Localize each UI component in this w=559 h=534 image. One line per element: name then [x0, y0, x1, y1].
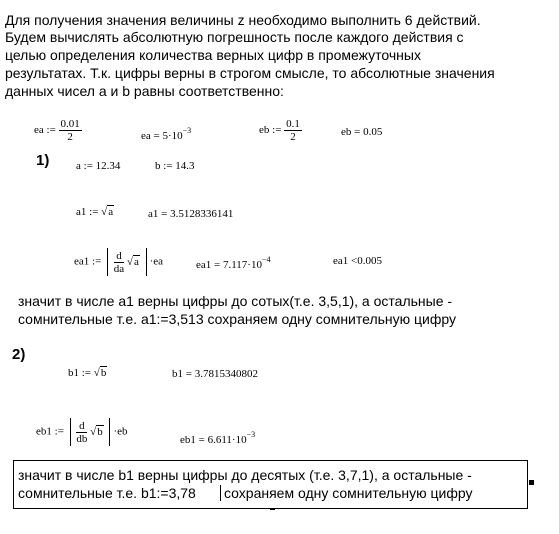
eb1-def-lhs: eb1 := [36, 425, 64, 438]
step2-label: 2) [12, 346, 26, 363]
ea1-result-exp: −4 [261, 255, 271, 264]
sqrt-a-icon: √a [126, 255, 139, 268]
a1-def-lhs: a1 := [76, 206, 99, 218]
intro-line-3: целью определения количества верных цифр в промежуточных [5, 47, 421, 63]
eb1-tail: ·eb [113, 425, 128, 438]
ea-def-lhs: ea := [34, 124, 56, 137]
eb1-d-num: d [76, 420, 87, 433]
sqrt-b-icon: √b [90, 425, 103, 438]
ea1-result-text: ea1 = 7.117·10 [196, 259, 262, 271]
b1-definition[interactable] [68, 367, 107, 380]
text-cursor [220, 485, 221, 501]
a-definition[interactable]: a := 12.34 [76, 160, 121, 172]
ea1-compare[interactable]: ea1 <0.005 [333, 255, 382, 267]
eb-numerator: 0.1 [286, 118, 300, 130]
eb-result[interactable]: eb = 0.05 [341, 126, 383, 138]
b1-def-lhs: b1 := [68, 367, 92, 379]
ea-numerator: 0.01 [60, 118, 80, 130]
eb-definition[interactable] [259, 118, 302, 143]
eb1-d-den: db [76, 432, 88, 445]
eb1-result-text: eb1 = 6.611·10 [180, 434, 247, 446]
eb1-derivative [76, 420, 87, 445]
ea-result-exp: −3 [182, 126, 192, 135]
intro-line-5: данных чисел a и b равны соответственно: [5, 83, 284, 99]
eb-def-lhs: eb := [259, 124, 282, 137]
b1-result[interactable]: b1 = 3.7815340802 [172, 368, 258, 380]
a1-definition[interactable] [76, 206, 114, 219]
abs-bar-left [107, 248, 108, 276]
step2-note-line-1[interactable]: значит в числе b1 верны цифры до десятых (т.е. 3,7,1), а остальные - [18, 467, 472, 483]
ea-result-text: ea = 5·10 [141, 130, 183, 142]
resize-handle-right[interactable] [529, 480, 534, 485]
step2-note-line-2b[interactable]: сохраняем одну сомнительную цифру [224, 485, 473, 501]
step2-note-line-2a[interactable]: сомнительные т.е. b1:=3,78 [18, 485, 196, 501]
ea1-tail: ·ea [149, 255, 164, 268]
ea1-d-num: d [114, 250, 124, 263]
eb-denominator: 2 [290, 131, 296, 143]
ea1-definition[interactable] [74, 248, 163, 276]
abs-bar-left [70, 418, 71, 446]
eb-fraction [284, 118, 302, 143]
ea-definition[interactable] [34, 118, 82, 143]
step1-note-line-2: сомнительные т.е. a1:=3,513 сохраняем одну сомнительную цифру [18, 311, 457, 327]
intro-line-2: Будем вычислять абсолютную погрешность после каждого действия с [5, 29, 464, 45]
ea1-derivative [114, 250, 124, 275]
intro-line-1: Для получения значения величины z необходимо выполнить 6 действий. [5, 12, 481, 28]
ea1-def-lhs: ea1 := [74, 255, 102, 268]
ea1-result[interactable] [196, 253, 271, 272]
step1-note-line-1: значит в числе a1 верны цифры до сотых(т.е. 3,5,1), а остальные - [18, 293, 453, 309]
intro-line-4: результатах. Т.к. цифры верны в строгом смысле, то абсолютные значения [5, 65, 495, 81]
ea-result[interactable] [141, 124, 191, 143]
ea-fraction [59, 118, 82, 143]
step1-label: 1) [36, 152, 50, 169]
abs-bar-right [146, 248, 147, 276]
ea1-d-den: da [113, 262, 125, 275]
b-definition[interactable]: b := 14.3 [155, 160, 195, 172]
eb1-definition[interactable] [36, 418, 128, 446]
resize-handle-bottom[interactable] [270, 508, 275, 510]
ea-denominator: 2 [67, 131, 73, 143]
eb1-result[interactable] [180, 428, 255, 447]
abs-bar-right [109, 418, 110, 446]
sqrt-a-icon: √a [101, 206, 114, 218]
eb1-result-exp: −3 [246, 430, 256, 439]
a1-result[interactable]: a1 = 3.5128336141 [148, 208, 234, 220]
sqrt-b-icon: √b [93, 367, 107, 379]
